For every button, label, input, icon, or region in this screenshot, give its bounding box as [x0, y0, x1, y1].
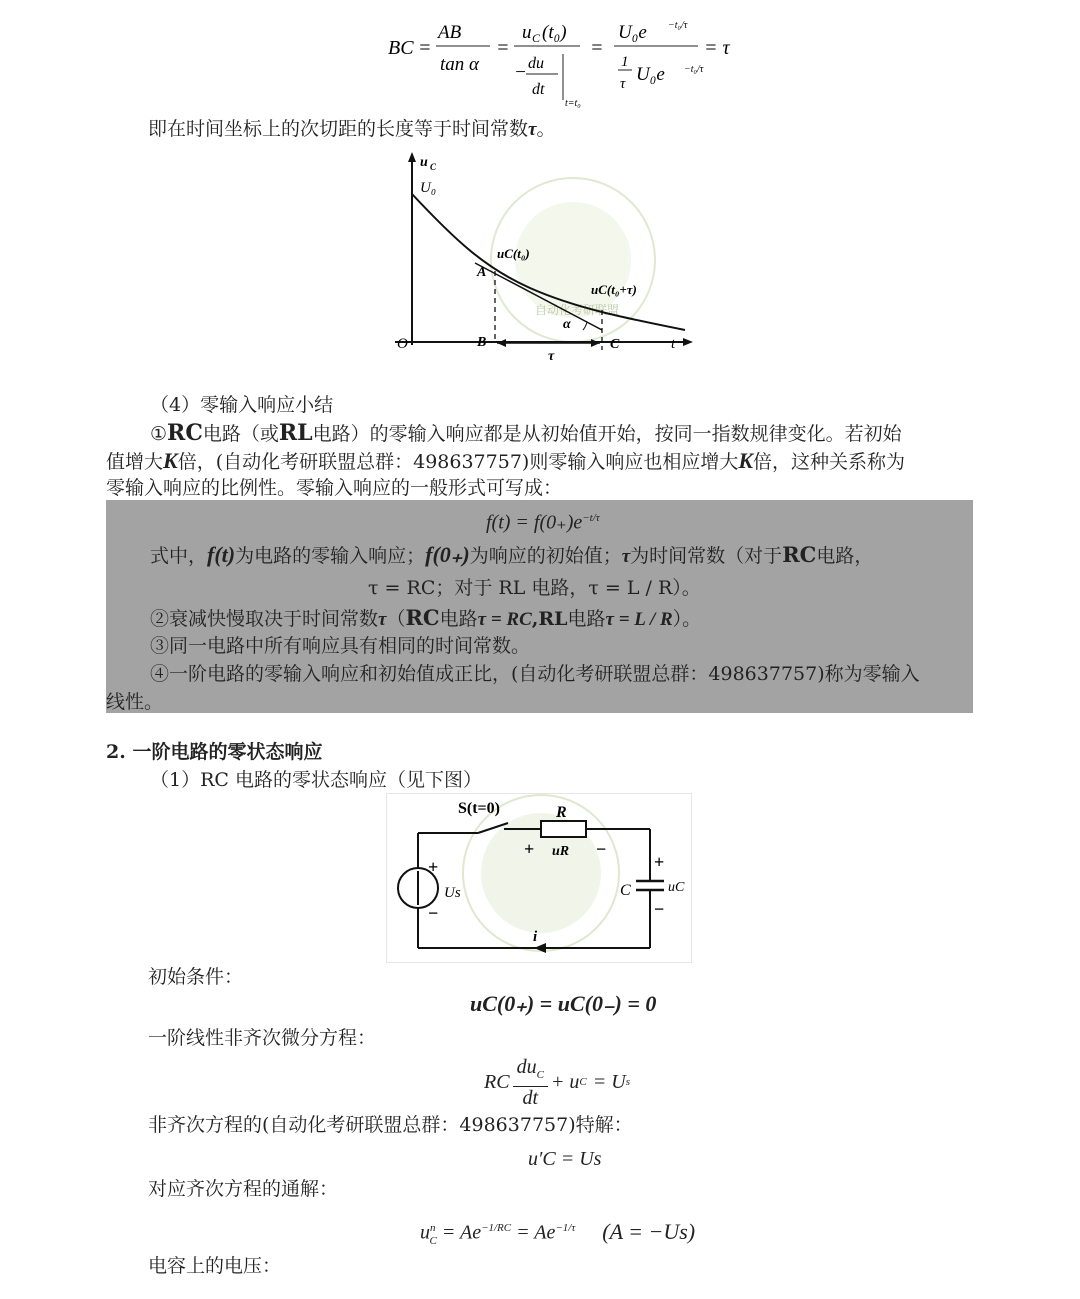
graph-point-b: B [477, 335, 487, 350]
particular-solution-label: 非齐次方程的(自动化考研联盟总群：498637757)特解： [148, 1114, 633, 1136]
svg-text:+: + [428, 857, 439, 877]
ode-label: 一阶线性非齐次微分方程： [148, 1027, 377, 1049]
graph-tau: τ [548, 349, 555, 364]
decay-graph-svg [385, 150, 705, 365]
svg-text:−: − [654, 899, 665, 919]
gray-line3: ②衰减快慢取决于时间常数τ（RC电路τ = RC,RL电路τ = L / R）。 [150, 605, 702, 630]
graph-alpha: α [563, 317, 571, 332]
particular-solution-formula: u′C = Us [528, 1148, 602, 1170]
svg-text:−: − [428, 903, 439, 923]
svg-text:C: C [430, 162, 437, 172]
subheading-rc-zero-state: （1）RC 电路的零状态响应（见下图） [150, 769, 482, 791]
graph-uc-t0-tau: uC(t₀+τ) [591, 282, 637, 297]
gray-line6: 线性。 [106, 691, 164, 713]
circuit-ur-label: uR [552, 844, 570, 859]
ode-formula: RC $\frac{du_C}{dt}$ + u C = U s [484, 1055, 630, 1109]
circuit-i-label: i [533, 929, 538, 945]
capacitor-voltage-label: 电容上的电压： [148, 1255, 282, 1277]
circuit-uc-label: uC [668, 880, 685, 895]
para-summary-line1: ①RC电路（或RL电路）的零输入响应都是从初始值开始，按同一指数规律变化。若初始 [150, 420, 902, 446]
gray-line1: 式中，f(t)为电路的零输入响应；f(0₊)为响应的初始值；τ为时间常数（对于RC电路， [150, 542, 874, 567]
rc-circuit-diagram [386, 793, 692, 967]
svg-text:=: = [418, 37, 432, 59]
gray-formula: $f(t) = f(0_+)e^{-t/\tau}$ [486, 511, 600, 534]
para-summary-line2: 值增大K倍，(自动化考研联盟总群：498637757)则零输入响应也相应增大K倍，这种关系称为 [106, 448, 906, 473]
svg-text:U₀e: U₀e [636, 64, 665, 85]
svg-text:+: + [654, 852, 665, 872]
graph-watermark: 自动化考研联盟 [535, 303, 620, 317]
circuit-r-label: R [556, 804, 567, 821]
gray-line4: ③同一电路中所有响应具有相同的时间常数。 [150, 635, 531, 657]
formula-bc-ab: AB [438, 22, 462, 43]
svg-text:τ: τ [620, 76, 626, 92]
svg-text:+: + [524, 839, 535, 859]
graph-origin: O [397, 336, 408, 352]
paragraph-time-constant: 即在时间坐标上的次切距的长度等于时间常数τ。 [148, 118, 556, 140]
gray-line5: ④一阶电路的零输入响应和初始值成正比，(自动化考研联盟总群：498637757)称为零输入 [150, 663, 920, 685]
general-solution-label: 对应齐次方程的通解： [148, 1178, 339, 1200]
svg-text:= τ: = τ [704, 37, 730, 59]
svg-text:−: − [514, 62, 527, 83]
graph-u0: U₀ [420, 180, 437, 196]
initial-condition-label: 初始条件： [148, 966, 244, 988]
formula-bc-lhs: BC [388, 37, 414, 59]
graph-point-c: C [610, 337, 620, 352]
para-summary-line3: 零输入响应的比例性。零输入响应的一般形式可写成： [106, 477, 563, 499]
svg-text:=: = [590, 37, 604, 59]
formula-bc [386, 8, 746, 108]
initial-condition-formula: uC(0₊) = uC(0₋) = 0 [470, 991, 657, 1016]
heading-zero-state: 2. 一阶电路的零状态响应 [106, 741, 323, 763]
svg-text:dt: dt [532, 81, 545, 98]
svg-text:u: u [522, 22, 532, 43]
circuit-c-label: C [620, 882, 631, 899]
svg-text:1: 1 [621, 54, 629, 70]
formula-bc-tan: tan α [440, 54, 480, 75]
svg-text:(t₀): (t₀) [542, 22, 567, 43]
graph-t: t [671, 336, 676, 352]
svg-text:C: C [532, 31, 541, 45]
circuit-svg [386, 793, 692, 963]
graph-y-label: u [420, 155, 428, 170]
svg-text:−: − [596, 839, 607, 859]
svg-text:U₀e: U₀e [618, 22, 647, 43]
formula-bc-svg [386, 8, 746, 108]
circuit-switch-label: S(t=0) [458, 800, 500, 817]
svg-text:du: du [528, 55, 544, 72]
general-solution-formula: $u^n_C = Ae^{-1/RC} = Ae^{-1/\tau}$ (A = −Us) [420, 1218, 696, 1247]
section-4-title: （4）零输入响应小结 [150, 394, 334, 416]
graph-point-a: A [477, 265, 487, 280]
svg-text:=: = [496, 37, 510, 59]
graph-uc-t0: uC(t₀) [497, 246, 530, 261]
gray-line2: τ = RC；对于 RL 电路，τ = L / R）。 [368, 577, 701, 599]
svg-text:−t₀/τ: −t₀/τ [684, 64, 704, 75]
svg-text:−t₀/τ: −t₀/τ [668, 20, 688, 31]
circuit-us-label: Us [444, 885, 461, 901]
exponential-decay-graph [385, 150, 705, 369]
svg-text:t=t₀: t=t₀ [565, 98, 581, 108]
